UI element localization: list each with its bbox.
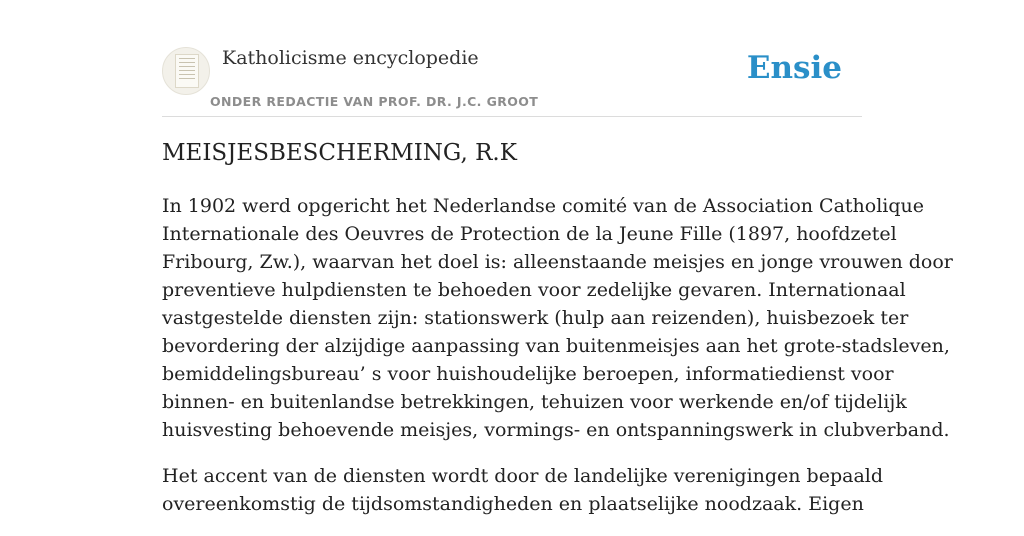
- paragraph-2: [162, 462, 884, 518]
- text-line: Internationale des Oeuvres de Protection de la Jeune Fille (1897, hoofdzetel: [162, 223, 897, 245]
- text-line: bevordering der alzijdige aanpassing van buitenmeisjes aan het grote-stadsleven,: [162, 335, 950, 357]
- text-line: huisvesting behoevende meisjes, vormings- en ontspanningswerk in clubverband.: [162, 419, 950, 441]
- text-line: In 1902 werd opgericht het Nederlandse comité van de Association Catholique: [162, 195, 925, 217]
- text-line: binnen- en buitenlandse betrekkingen, tehuizen voor werkende en/of tijdelijk: [162, 391, 907, 413]
- text-line: bemiddelingsbureau’ s voor huishoudelijke beroepen, informatiedienst voor: [162, 363, 894, 385]
- book-cover-icon: [175, 54, 199, 88]
- text-line: preventieve hulpdiensten te behoeden voor zedelijke gevaren. Internationaal: [162, 279, 906, 301]
- book-title-link[interactable]: Katholicisme encyclopedie: [222, 47, 479, 69]
- text-line: vastgestelde diensten zijn: stationswerk (hulp aan reizenden), huisbezoek ter: [162, 307, 909, 329]
- article-title: MEISJESBESCHERMING, R.K: [162, 140, 517, 166]
- article-body: [162, 192, 953, 536]
- editor-line: ONDER REDACTIE VAN PROF. DR. J.C. GROOT: [210, 94, 539, 109]
- text-line: Fribourg, Zw.), waarvan het doel is: alleenstaande meisjes en jonge vrouwen door: [162, 251, 953, 273]
- ensie-logo[interactable]: Ensie: [746, 50, 842, 86]
- text-line: overeenkomstig de tijdsomstandigheden en plaatselijke noodzaak. Eigen: [162, 493, 864, 515]
- book-cover-thumbnail[interactable]: [162, 47, 210, 95]
- text-line: Het accent van de diensten wordt door de landelijke verenigingen bepaald: [162, 465, 884, 487]
- site-header: [162, 40, 862, 117]
- paragraph-1: [162, 192, 953, 444]
